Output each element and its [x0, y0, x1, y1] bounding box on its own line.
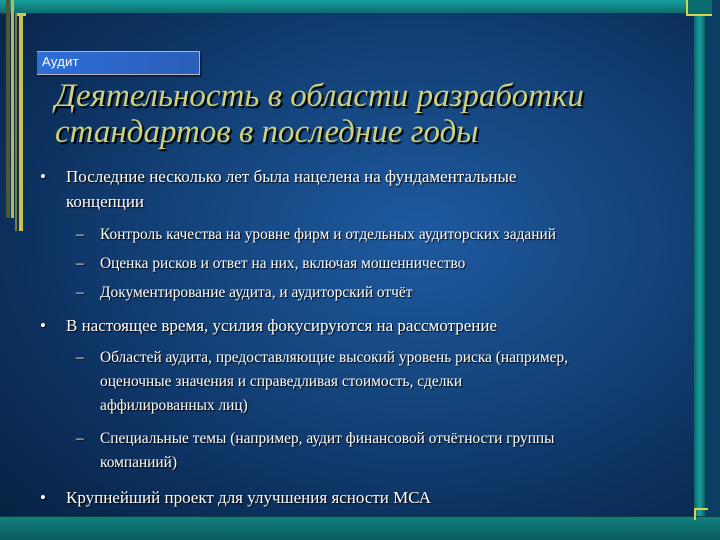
bullet-text: Последние несколько лет была нацелена на фундаментальные — [66, 167, 517, 186]
sub-bullet-dash: – — [76, 349, 84, 366]
sub-bullet-dash: – — [76, 226, 84, 243]
section-tag-label: Аудит — [42, 54, 79, 69]
sub-bullet-text: Документирование аудита, и аудиторский отчёт — [100, 284, 413, 301]
sub-bullet-text: оценочные значения и справедливая стоимость, сделки — [100, 373, 463, 390]
corner-decoration-top — [686, 0, 712, 16]
left-stripe — [15, 13, 17, 231]
bullet-item — [40, 313, 680, 338]
section-tag — [37, 51, 200, 75]
bullet-dot: • — [40, 316, 46, 335]
left-stripe — [19, 13, 23, 231]
slide-title — [55, 78, 685, 150]
sub-bullet-item — [40, 252, 680, 276]
sub-bullet-item — [40, 223, 680, 247]
bullet-text: Крупнейший проект для улучшения ясности МСА — [66, 488, 432, 507]
bullet-dot: • — [40, 167, 46, 186]
right-frame-bar — [694, 0, 705, 540]
sub-bullet-item — [40, 427, 680, 475]
sub-bullet-dash: – — [76, 430, 84, 447]
sub-bullet-text: Специальные темы (например, аудит финансовой отчётности группы — [100, 430, 555, 447]
right-frame-edge — [705, 0, 720, 540]
sub-bullet-text: Областей аудита, предоставляющие высокий уровень риска (например, — [100, 349, 569, 366]
sub-bullet-dash: – — [76, 255, 84, 272]
bottom-frame-bar — [0, 516, 720, 540]
sub-bullet-item — [40, 346, 680, 418]
top-frame-bar — [0, 0, 720, 14]
sub-bullet-text: аффилированных лиц) — [100, 397, 248, 414]
bullet-text: В настоящее время, усилия фокусируются на рассмотрение — [66, 316, 498, 335]
sub-bullet-text: компаниий) — [100, 454, 177, 471]
title-line: Деятельность в области разработки — [55, 78, 584, 114]
sub-bullet-text: Контроль качества на уровне фирм и отдельных аудиторских заданий — [100, 226, 556, 243]
sub-bullet-item — [40, 281, 680, 305]
bullet-dot: • — [40, 488, 46, 507]
title-line: стандартов в последние годы — [55, 114, 479, 150]
sub-bullet-text: Оценка рисков и ответ на них, включая мошенничество — [100, 255, 466, 272]
bullet-item — [40, 164, 680, 214]
left-stripe — [11, 0, 14, 218]
corner-decoration-bottom — [694, 508, 708, 520]
left-stripe — [6, 0, 10, 218]
bullet-item — [40, 485, 680, 510]
bullet-list — [40, 164, 680, 510]
sub-bullet-dash: – — [76, 284, 84, 301]
bullet-text: концепции — [66, 192, 145, 211]
stripe-tick — [17, 13, 26, 16]
